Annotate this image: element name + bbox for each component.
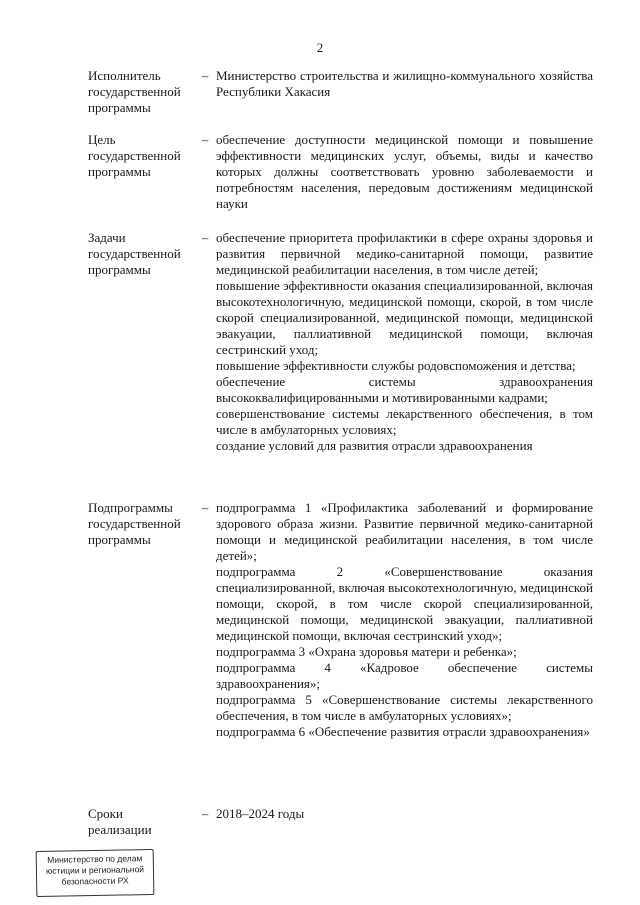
content-paragraph: подпрограмма 2 «Совершенствование оказания специализированной, включая высокотехнологичную, медицинской помощи, скорой, в том числе скорой специализированной, медицинской помощи, медицинской эвакуации, паллиативной медицинской помощи, включая сестринский уход»; [216, 564, 593, 643]
row-dash: – [201, 68, 209, 83]
content-paragraph: обеспечение системы здравоохранения высококвалифицированными и мотивированными кадрами; [216, 374, 593, 405]
content-paragraph: подпрограмма 3 «Охрана здоровья матери и ребенка»; [216, 644, 517, 659]
row-label: Исполнитель государственной программы [88, 68, 181, 115]
stamp-line: Министерство по делам [47, 853, 143, 865]
content-paragraph: повышение эффективности оказания специализированной, включая высокотехнологичную, медицинской помощи, скорой, в том числе скорой специализированной, медицинской помощи, медицинской эвакуации, паллиативной медицинской помощи, включая сестринский уход; [216, 278, 593, 357]
row-content [216, 500, 593, 740]
row-content [216, 230, 593, 454]
row-label: Подпрограммы государственной программы [88, 500, 181, 547]
content-paragraph: повышение эффективности службы родовспоможения и детства; [216, 358, 576, 373]
ministry-stamp [36, 849, 155, 897]
content-paragraph: подпрограмма 1 «Профилактика заболеваний и формирование здорового образа жизни. Развитие первичной медико-санитарной помощи и медицинской реабилитации населения, в том числе детей»; [216, 500, 593, 563]
stamp-line: безопасности РХ [61, 875, 129, 887]
row-dash: – [201, 500, 209, 515]
row-label: Задачи государственной программы [88, 230, 181, 277]
row-content [216, 806, 593, 822]
content-paragraph: подпрограмма 6 «Обеспечение развития отрасли здравоохранения» [216, 724, 590, 739]
row-dash: – [201, 132, 209, 147]
content-paragraph: создание условий для развития отрасли здравоохранения [216, 438, 533, 453]
row-dash: – [201, 230, 209, 245]
content-paragraph: совершенствование системы лекарственного обеспечения, в том числе в амбулаторных условиях; [216, 406, 593, 437]
content-paragraph: обеспечение доступности медицинской помощи и повышение эффективности медицинских услуг, объемы, виды и качество которых должны соответствовать уровню заболеваемости и потребностям населения, передовым достижениям медицинской науки [216, 132, 593, 211]
page-number: 2 [316, 40, 324, 55]
row-content [216, 68, 593, 100]
content-paragraph: Министерство строительства и жилищно-коммунального хозяйства Республики Хакасия [216, 68, 593, 99]
row-content [216, 132, 593, 212]
row-label: Сроки реализации [88, 806, 152, 837]
content-paragraph: обеспечение приоритета профилактики в сфере охраны здоровья и развития первичной медико-санитарной помощи, развитие медицинской реабилитации населения, в том числе детей; [216, 230, 593, 277]
stamp-line: юстиции и региональной [45, 864, 145, 876]
content-paragraph: 2018–2024 годы [216, 806, 305, 821]
content-paragraph: подпрограмма 4 «Кадровое обеспечение системы здравоохранения»; [216, 660, 593, 691]
row-dash: – [201, 806, 209, 821]
content-paragraph: подпрограмма 5 «Совершенствование системы лекарственного обеспечения, в том числе в амбулаторных условиях»; [216, 692, 593, 723]
row-label: Цель государственной программы [88, 132, 181, 179]
